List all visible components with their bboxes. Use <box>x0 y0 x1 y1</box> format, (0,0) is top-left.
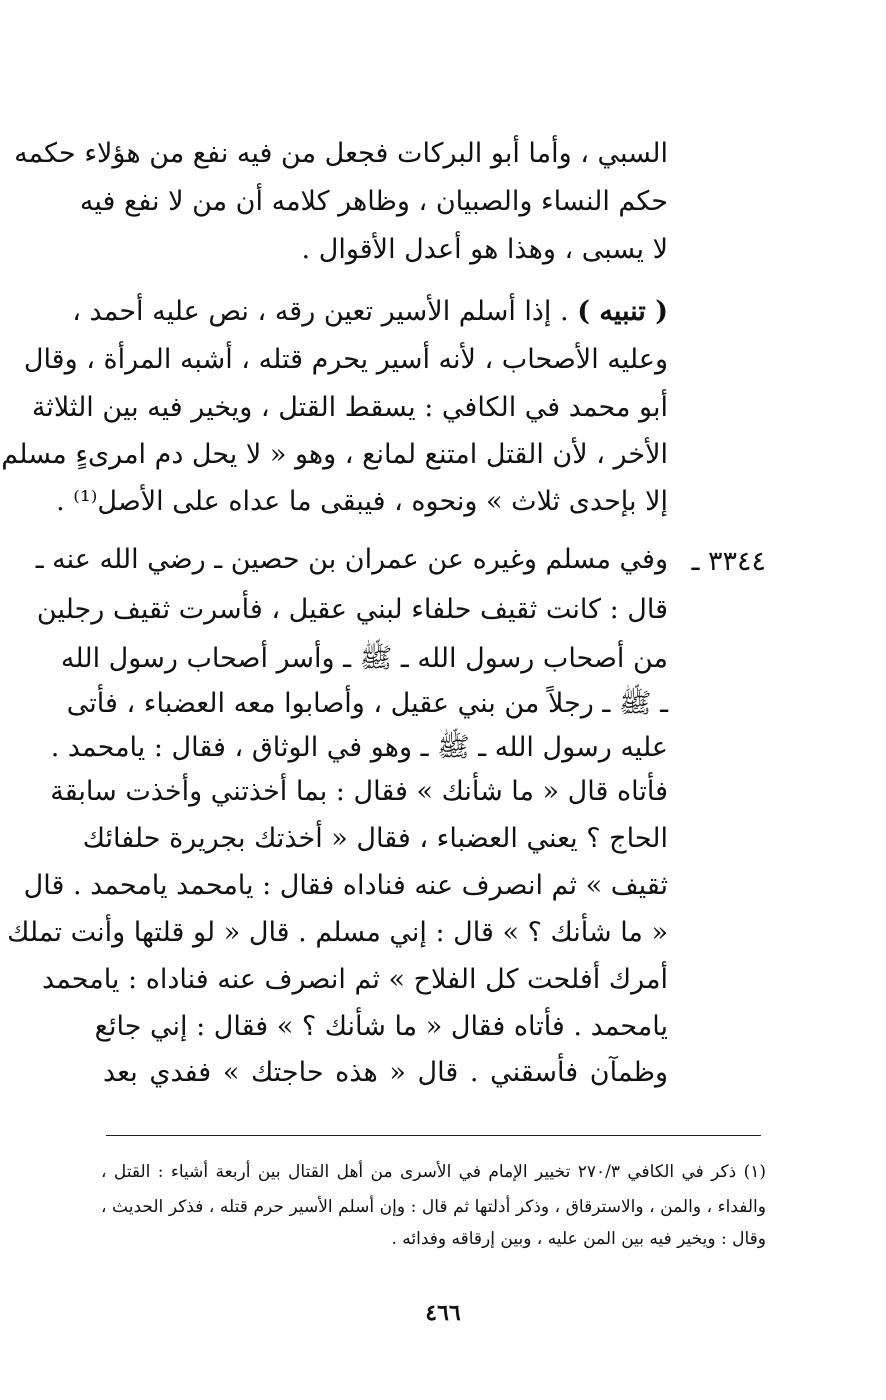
page-number: ٤٦٦ <box>425 1300 461 1326</box>
hadith-line-9: « ما شأنك ؟ » قال : إني مسلم . قال « لو قلتها وأنت تملك <box>7 917 668 948</box>
hadith-line-6: فأتاه قال « ما شأنك » فقال : بما أخذتني وأخذت سابقة <box>50 776 668 807</box>
footnote-line-2: والفداء ، والمن ، والاسترقاق ، وذكر أدلتها ثم قال : وإن أسلم الأسير حرم قتله ، فذكر الحديث ، <box>101 1197 766 1217</box>
hadith-line-2: قال : كانت ثقيف حلفاء لبني عقيل ، فأسرت ثقيف رجلين <box>36 594 668 625</box>
hadith-line-5: عليه رسول الله ـ ﷺ ـ وهو في الوثاق ، فقال : يامحمد . <box>50 732 668 763</box>
paragraph-2-line-1-text: . إذا أسلم الأسير تعين رقه ، نص عليه أحمد ، <box>72 296 569 327</box>
paragraph-2-line-5: إلا بإحدى ثلاث » ونحوه ، فيبقى ما عداه على الأصل⁽¹⁾ . <box>56 486 668 517</box>
hadith-line-12: وظمآن فأسقني . قال « هذه حاجتك » ففدي بعد <box>103 1057 668 1088</box>
footnote-line-1: (١) ذكر في الكافي ٢٧٠/٣ تخيير الإمام في الأسرى من أهل القتال بين أربعة أشياء : القتل ، <box>101 1162 767 1182</box>
paragraph-2-line-2: وعليه الأصحاب ، لأنه أسير يحرم قتله ، أشبه المرأة ، وقال <box>23 344 668 375</box>
hadith-line-3: من أصحاب رسول الله ـ ﷺ ـ وأسر أصحاب رسول الله <box>60 643 668 674</box>
hadith-line-4: ـ ﷺ ـ رجلاً من بني عقيل ، وأصابوا معه العضباء ، فأتى <box>66 688 668 719</box>
hadith-number: ٣٣٤٤ ـ <box>691 546 766 577</box>
paragraph-1-line-2: حكم النساء والصبيان ، وظاهر كلامه أن من لا نفع فيه <box>79 186 668 217</box>
footnote-divider <box>106 1135 761 1136</box>
hadith-line-11: يامحمد . فأتاه فقال « ما شأنك ؟ » فقال : إني جائع <box>94 1011 668 1042</box>
hadith-line-10: أمرك أفلحت كل الفلاح » ثم انصرف عنه فناداه : يامحمد <box>42 964 668 995</box>
footnote-line-3: وقال : ويخير فيه بين المن عليه ، وبين إرقاقه وفدائه . <box>391 1229 766 1249</box>
paragraph-2-line-3: أبو محمد في الكافي : يسقط القتل ، ويخير فيه بين الثلاثة <box>31 392 668 423</box>
hadith-line-7: الحاج ؟ يعني العضباء ، فقال « أخذتك بجريرة حلفائك <box>82 823 668 854</box>
hadith-line-1: وفي مسلم وغيره عن عمران بن حصين ـ رضي الله عنه ـ <box>35 544 668 575</box>
tanbih-label: ( تنبيه ) <box>577 296 668 327</box>
paragraph-1-line-1: السبي ، وأما أبو البركات فجعل من فيه نفع من هؤلاء حكمه <box>14 138 668 169</box>
paragraph-2-line-4: الأخر ، لأن القتل امتنع لمانع ، وهو « لا يحل دم امرىءٍ مسلم <box>1 439 668 470</box>
paragraph-2-line-1 <box>72 296 668 327</box>
hadith-line-8: ثقيف » ثم انصرف عنه فناداه فقال : يامحمد يامحمد . قال <box>23 870 668 901</box>
paragraph-1-line-3: لا يسبى ، وهذا هو أعدل الأقوال . <box>301 234 668 265</box>
